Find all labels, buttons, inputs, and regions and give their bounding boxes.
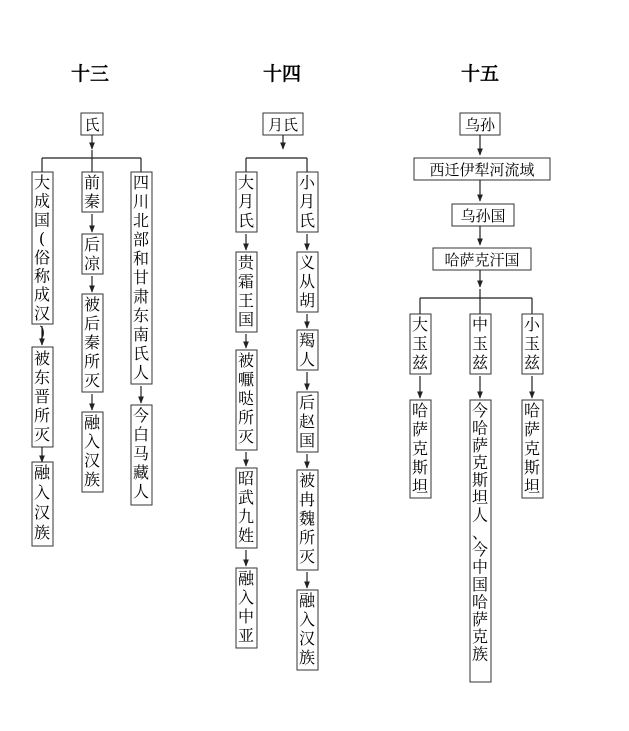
label-kazakhstan-1: 哈萨克斯坦 <box>411 401 429 496</box>
label-dayuzi: 大玉兹 <box>411 315 429 372</box>
label-guishuang: 贵霜王国 <box>237 253 255 329</box>
label-xiaoyuezhi: 小月氏 <box>298 173 316 230</box>
box-xiqian <box>414 158 550 180</box>
box-han-1 <box>32 462 53 546</box>
column-14 <box>236 62 318 670</box>
label-yiconghu: 义从胡 <box>298 253 316 310</box>
box-houzhao <box>297 392 318 452</box>
column-14-heading: 十四 <box>262 63 302 85</box>
box-houliang <box>82 234 103 274</box>
box-zhongya <box>236 568 257 648</box>
label-xiqian: 西迁伊犁河流域 <box>429 161 535 179</box>
root-box-wusun <box>460 113 500 135</box>
label-zhongya: 融入中亚 <box>237 569 255 645</box>
label-houliang: 后凉 <box>83 235 101 273</box>
root-box-di <box>81 113 103 135</box>
label-dongjin: 被东晋所灭 <box>33 349 51 444</box>
box-zhaowu <box>236 468 257 548</box>
box-kazakh-people <box>470 400 491 682</box>
label-dayuezhi: 大月氏 <box>237 173 255 230</box>
box-wusunguo <box>452 204 514 226</box>
box-guishuang <box>236 252 257 332</box>
label-zhongyuzi: 中玉兹 <box>471 315 489 372</box>
box-kazakhstan-1 <box>410 400 431 498</box>
box-baima <box>131 405 152 505</box>
column-13-heading: 十三 <box>70 63 110 85</box>
box-xiaoyuezhi <box>297 172 318 232</box>
root-box-yuezhi <box>263 113 303 135</box>
box-jieren <box>297 330 318 370</box>
label-ranwei: 被冉魏所灭 <box>298 471 316 566</box>
column-13 <box>32 62 152 546</box>
label-dacheng: 大成国(俗称成汉) <box>33 173 51 342</box>
label-han-1: 融入汉族 <box>33 463 51 542</box>
label-han-2: 融入汉族 <box>83 413 101 489</box>
label-kazakhstan-3: 哈萨克斯坦 <box>523 401 541 496</box>
label-xiaoyuzi: 小玉兹 <box>523 315 541 372</box>
box-yeda <box>236 350 257 450</box>
box-xiaoyuzi <box>522 314 543 374</box>
label-wusunguo: 乌孙国 <box>460 207 506 225</box>
box-dayuezhi <box>236 172 257 232</box>
box-han-3 <box>297 590 318 670</box>
label-han-3: 融入汉族 <box>298 591 316 667</box>
box-dacheng <box>32 172 53 342</box>
label-jieren: 羯人 <box>298 331 316 369</box>
box-han-2 <box>82 412 103 492</box>
box-kazakhstan-3 <box>522 400 543 498</box>
label-houqin: 被后秦所灭 <box>83 295 101 390</box>
box-houqin <box>82 294 103 392</box>
box-dayuzi <box>410 314 431 374</box>
box-hasake-hanguo <box>433 248 531 270</box>
column-15-heading: 十五 <box>460 63 500 85</box>
box-zhongyuzi <box>470 314 491 374</box>
label-hasake-hanguo: 哈萨克汗国 <box>444 251 520 269</box>
root-label-di: 氏 <box>84 116 100 134</box>
label-kazakh-people: 今哈萨克斯坦人、今中国哈萨克族 <box>471 401 489 664</box>
label-yeda: 被嚈哒所灭 <box>237 351 255 446</box>
box-dongjin <box>32 347 53 447</box>
root-label-wusun: 乌孙 <box>464 116 496 134</box>
label-qianqin: 前秦 <box>83 173 101 211</box>
root-label-yuezhi: 月氏 <box>267 116 299 134</box>
column-15 <box>410 62 550 682</box>
label-baima: 今白马藏人 <box>132 406 150 501</box>
box-sichuan <box>131 172 152 384</box>
label-houzhao: 后赵国 <box>298 393 316 450</box>
label-zhaowu: 昭武九姓 <box>237 469 255 545</box>
label-sichuan: 四川北部和甘肃东南氏人 <box>132 173 150 382</box>
box-ranwei <box>297 470 318 570</box>
box-yiconghu <box>297 252 318 312</box>
box-qianqin <box>82 172 103 212</box>
